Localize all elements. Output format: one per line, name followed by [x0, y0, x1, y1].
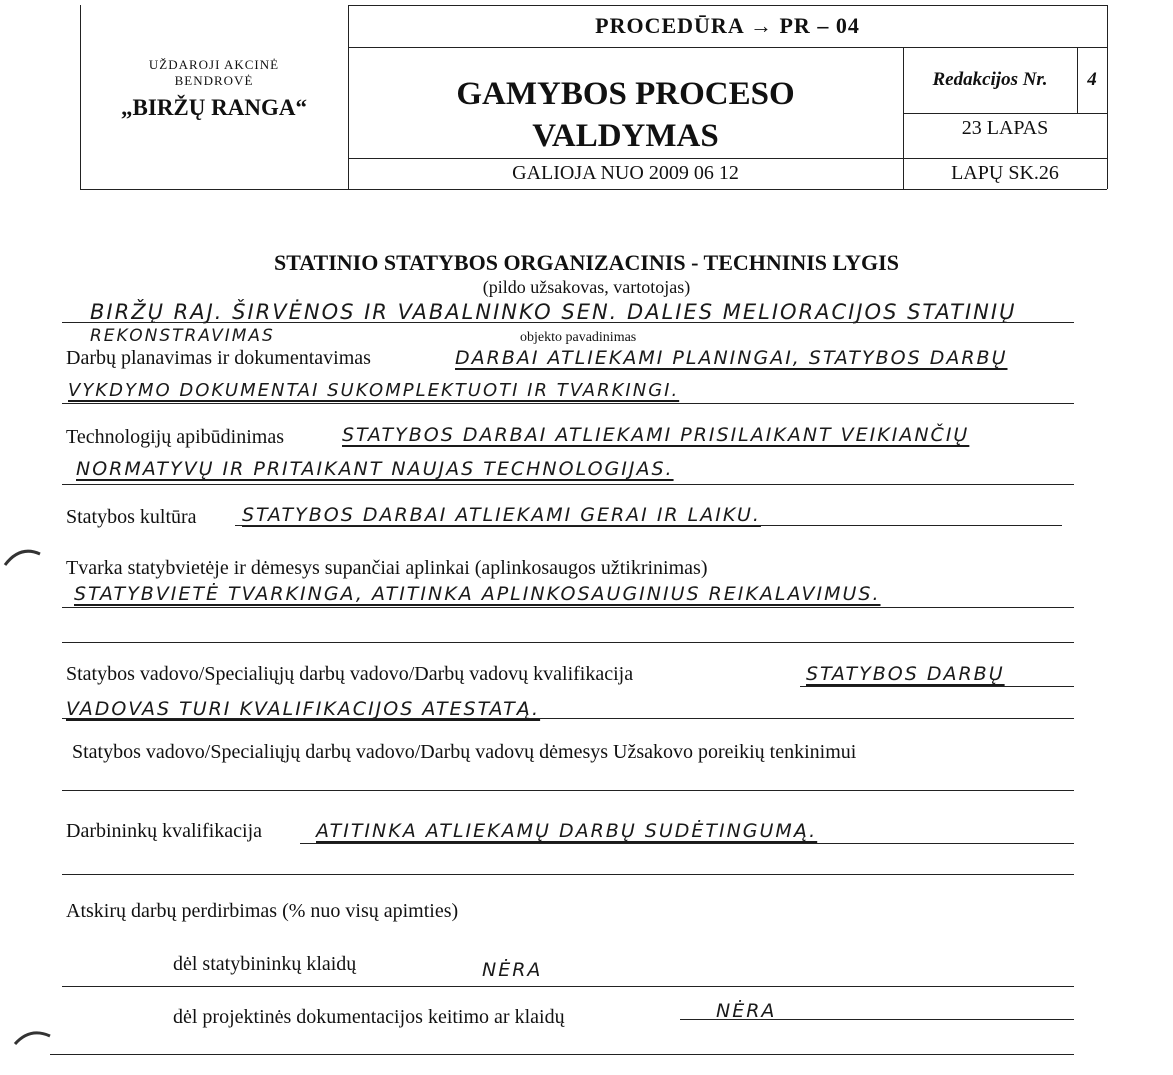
culture-label: Statybos kultūra: [66, 506, 197, 528]
manager-attention-label: Statybos vadovo/Specialiųjų darbų vadovo/Darbų vadovų dėmesys Užsakovo poreikių tenkinimui: [72, 741, 857, 763]
object-caption: objekto pavadinimas: [520, 330, 637, 345]
workers-value: ATITINKA ATLIEKAMŲ DARBŲ SUDĖTINGUMĄ.: [316, 820, 818, 842]
form-subtitle: (pildo užsakovas, vartotojas): [482, 276, 691, 297]
technology-line2: NORMATYVŲ IR PRITAIKANT NAUJAS TECHNOLOGIJAS.: [76, 458, 674, 480]
revision-label: Redakcijos Nr.: [932, 69, 1048, 90]
builder-errors-value: NĖRA: [482, 959, 543, 981]
doc-title-line1: GAMYBOS PROCESO: [456, 75, 795, 112]
punch-mark-icon: [0, 540, 44, 570]
manager-qualification-line2: VADOVAS TURI KVALIFIKACIJOS ATESTATĄ.: [66, 698, 541, 720]
planning-line2: VYKDYMO DOKUMENTAI SUKOMPLEKTUOTI IR TVARKINGI.: [68, 380, 680, 401]
form-title: STATINIO STATYBOS ORGANIZACINIS - TECHNINIS LYGIS: [274, 250, 899, 275]
page-count: LAPŲ SK.26: [951, 162, 1059, 184]
page-number: 23 LAPAS: [961, 116, 1049, 139]
rework-label: Atskirų darbų perdirbimas (% nuo visų apimties): [66, 900, 459, 922]
punch-mark-icon: [10, 1022, 54, 1052]
site-order-value: STATYBVIETĖ TVARKINGA, ATITINKA APLINKOSAUGINIUS REIKALAVIMUS.: [74, 583, 881, 605]
manager-qualification-line1: STATYBOS DARBŲ: [806, 663, 1005, 685]
project-errors-value: NĖRA: [716, 1000, 777, 1022]
company-type-line1: UŽDAROJI AKCINĖ: [148, 57, 280, 72]
valid-from: GALIOJA NUO 2009 06 12: [512, 162, 739, 184]
planning-label: Darbų planavimas ir dokumentavimas: [66, 347, 371, 369]
company-type-line2: BENDROVĖ: [174, 73, 254, 88]
site-order-label: Tvarka statybvietėje ir dėmesys supančiai aplinkai (aplinkosaugos užtikrinimas): [66, 557, 708, 579]
revision-value: 4: [1087, 69, 1097, 90]
workers-label: Darbininkų kvalifikacija: [66, 820, 263, 842]
technology-label: Technologijų apibūdinimas: [66, 426, 285, 448]
builder-errors-label: dėl statybininkų klaidų: [173, 953, 357, 975]
culture-value: STATYBOS DARBAI ATLIEKAMI GERAI IR LAIKU.: [242, 504, 761, 526]
doc-title-line2: VALDYMAS: [532, 117, 719, 154]
technology-line1: STATYBOS DARBAI ATLIEKAMI PRISILAIKANT VEIKIANČIŲ: [342, 424, 970, 446]
project-errors-label: dėl projektinės dokumentacijos keitimo ar klaidų: [173, 1006, 565, 1028]
planning-line1: DARBAI ATLIEKAMI PLANINGAI, STATYBOS DARBŲ: [455, 347, 1008, 369]
object-name-line1: BIRŽŲ RAJ. ŠIRVĖNOS IR VABALNINKO SEN. DALIES MELIORACIJOS STATINIŲ: [90, 300, 1017, 324]
manager-qualification-label: Statybos vadovo/Specialiųjų darbų vadovo/Darbų vadovų kvalifikacija: [66, 663, 634, 685]
object-name-line2: REKONSTRAVIMAS: [90, 326, 275, 346]
company-name: „BIRŽŲ RANGA“: [121, 95, 307, 120]
procedure-code: PROCEDŪRA → PR – 04: [595, 13, 860, 38]
